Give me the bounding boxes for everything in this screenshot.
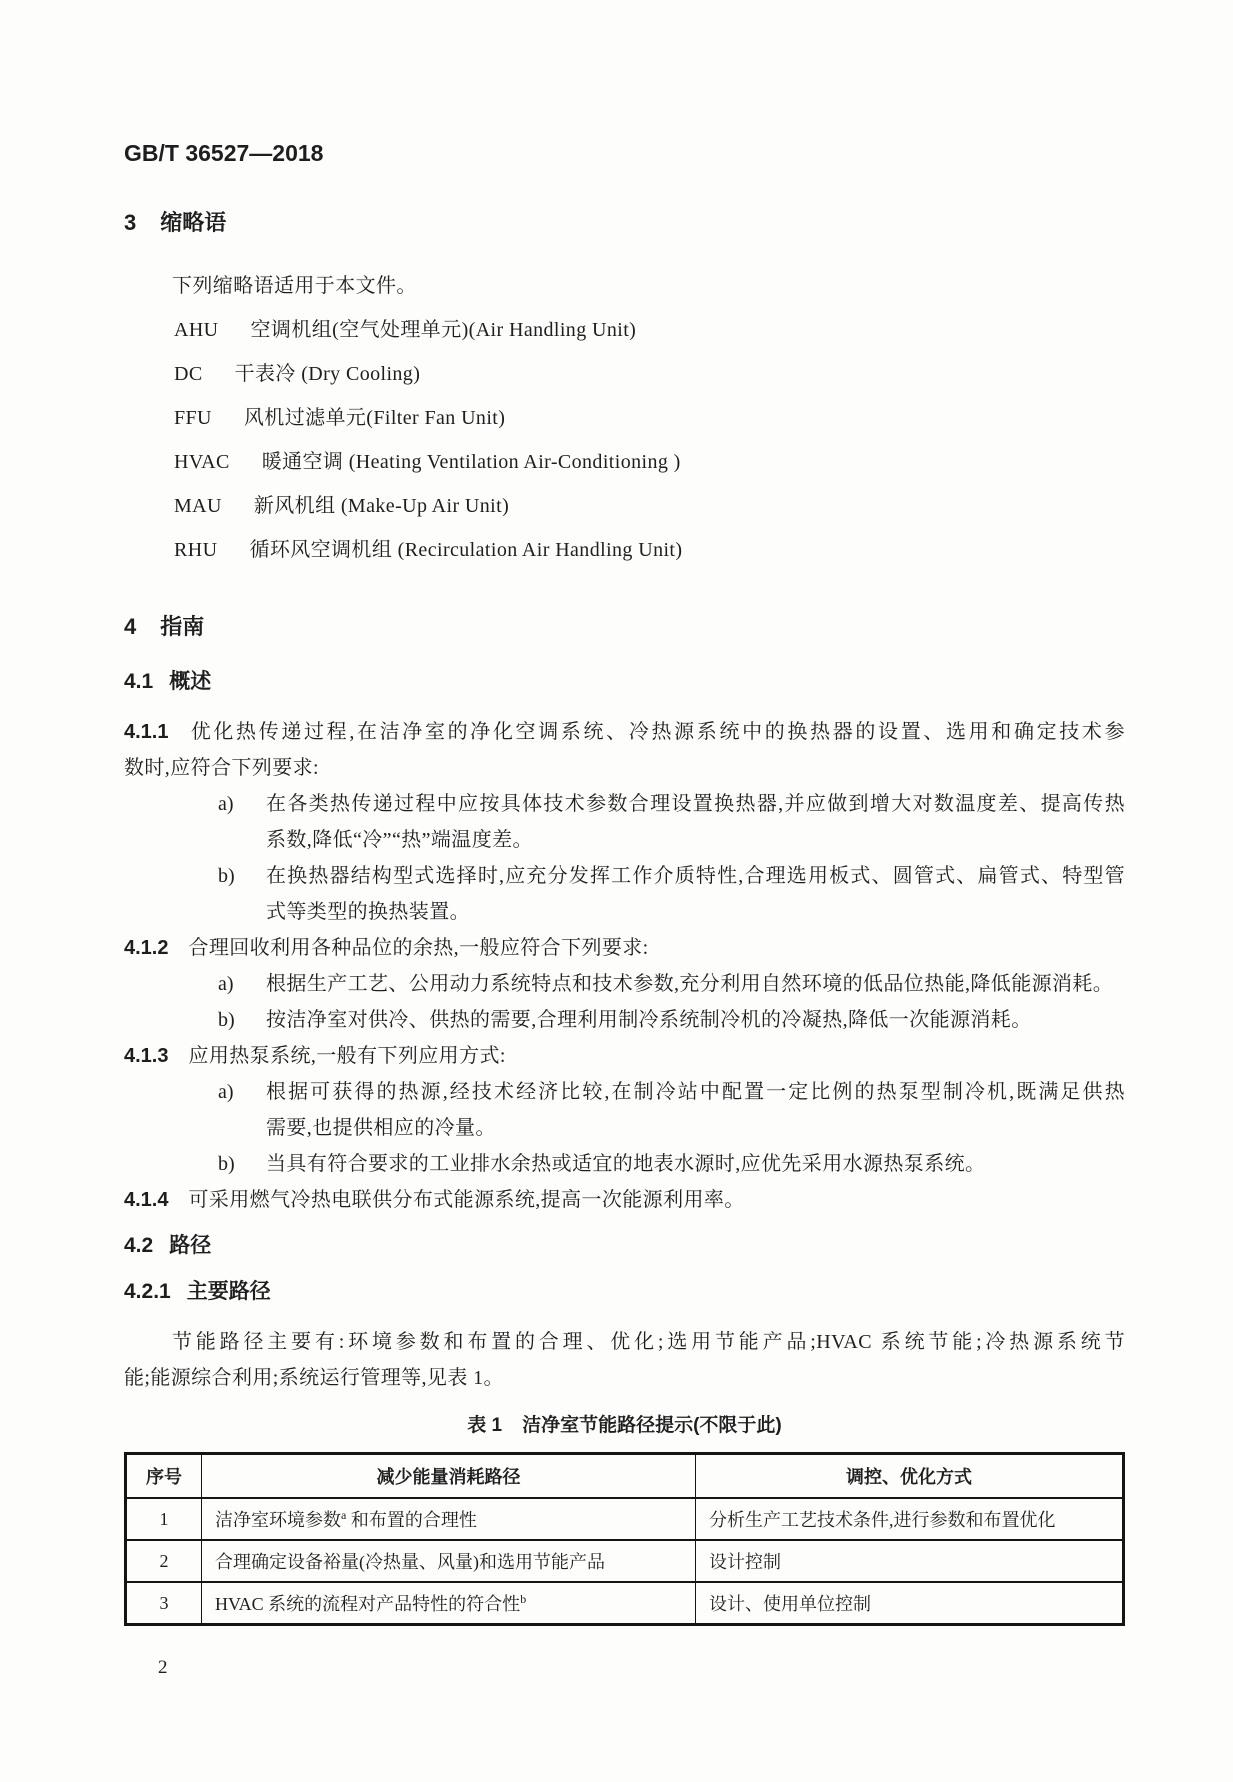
abbreviation-item	[124, 396, 1125, 440]
clause-number: 4.1.1	[124, 721, 169, 743]
abbreviation-definition: 新风机组 (Make-Up Air Unit)	[253, 495, 510, 517]
abbreviation-definition: 空调机组(空气处理单元)(Air Handling Unit)	[250, 319, 637, 341]
column-header: 序号	[126, 1454, 202, 1499]
clause-number: 4.1.3	[124, 1045, 169, 1067]
section-title: 指南	[160, 614, 205, 639]
column-header: 调控、优化方式	[696, 1454, 1124, 1499]
table-wrapper	[124, 1452, 1125, 1626]
section-number: 3	[124, 210, 137, 235]
abbreviation-item	[124, 352, 1125, 396]
clause-line	[124, 714, 1125, 750]
clause-number: 4.1.4	[124, 1189, 169, 1211]
section-number: 4.2.1	[124, 1280, 171, 1303]
table-title-text: 洁净室节能路径提示(不限于此)	[522, 1415, 782, 1436]
clause-text: 优化热传递过程,在洁净室的净化空调系统、冷热源系统中的换热器的设置、选用和确定技术参	[188, 721, 1125, 743]
path-text-cont: 和布置的合理性	[346, 1510, 477, 1530]
clause-text: 合理回收利用各种品位的余热,一般应符合下列要求:	[188, 937, 649, 959]
table-row	[126, 1582, 1124, 1625]
section-heading-3	[124, 208, 1125, 238]
footnote-marker: b	[520, 1592, 527, 1606]
paragraph	[124, 1324, 1125, 1396]
abbreviation-definition: 风机过滤单元(Filter Fan Unit)	[243, 407, 506, 429]
abbreviation-item	[124, 440, 1125, 484]
list-line: 根据生产工艺、公用动力系统特点和技术参数,充分利用自然环境的低品位热能,降低能源消耗。	[266, 973, 1114, 995]
abbreviation-term: FFU	[174, 407, 212, 429]
clause-4.1.4	[124, 1182, 1125, 1218]
list-marker: a)	[218, 793, 234, 815]
list-marker: b)	[218, 865, 235, 887]
cell-index: 2	[126, 1540, 202, 1582]
table-row	[126, 1540, 1124, 1582]
section-number: 4.1	[124, 670, 154, 693]
section-number: 4.2	[124, 1234, 154, 1257]
path-text: HVAC 系统的流程对产品特性的符合性	[215, 1594, 521, 1614]
section-number: 4	[124, 614, 137, 639]
clause-line	[124, 1182, 1125, 1218]
cell-index: 3	[126, 1582, 202, 1625]
list-line: 在各类热传递过程中应按具体技术参数合理设置换热器,并应做到增大对数温度差、提高传热	[266, 793, 1125, 815]
list-line: 系数,降低“冷”“热”端温度差。	[266, 829, 533, 851]
abbreviation-definition: 暖通空调 (Heating Ventilation Air-Conditioning )	[261, 451, 681, 473]
cell-path	[202, 1540, 696, 1582]
cell-method: 分析生产工艺技术条件,进行参数和布置优化	[696, 1498, 1124, 1540]
table-title	[124, 1412, 1125, 1440]
list-marker: a)	[218, 1081, 234, 1103]
cell-method: 设计、使用单位控制	[696, 1582, 1124, 1625]
list-item-b	[124, 1146, 1125, 1182]
abbreviation-term: DC	[174, 363, 203, 385]
section-heading-4.2.1	[124, 1278, 1125, 1306]
cell-path	[202, 1582, 696, 1625]
abbreviation-item	[124, 528, 1125, 572]
section-heading-4.2	[124, 1232, 1125, 1260]
clause-4.1.3	[124, 1038, 1125, 1074]
list-line: 式等类型的换热装置。	[266, 901, 470, 923]
path-text: 洁净室环境参数	[215, 1510, 341, 1530]
list-line: 需要,也提供相应的冷量。	[266, 1117, 496, 1139]
abbreviation-definition: 干表冷 (Dry Cooling)	[234, 363, 421, 385]
list-line: 当具有符合要求的工业排水余热或适宜的地表水源时,应优先采用水源热泵系统。	[266, 1153, 986, 1175]
section-title: 缩略语	[160, 210, 227, 235]
cell-path	[202, 1498, 696, 1540]
page-number: 2	[158, 1657, 168, 1678]
list-line: 在换热器结构型式选择时,应充分发挥工作介质特性,合理选用板式、圆管式、扁管式、特型管	[266, 865, 1125, 887]
table-header-row	[126, 1454, 1124, 1499]
abbreviation-definition: 循环风空调机组 (Recirculation Air Handling Unit)	[249, 539, 683, 561]
clause-line	[124, 930, 1125, 966]
clause-line: 数时,应符合下列要求:	[124, 757, 319, 779]
list-item-b	[124, 858, 1125, 930]
section-title: 路径	[169, 1234, 212, 1257]
list-item-a	[124, 1074, 1125, 1146]
section-title: 概述	[169, 670, 212, 693]
energy-saving-table	[124, 1452, 1125, 1626]
footnote-marker: a	[341, 1508, 347, 1522]
path-text: 合理确定设备裕量(冷热量、风量)和选用节能产品	[215, 1552, 605, 1572]
list-marker: b)	[218, 1009, 235, 1031]
abbreviation-item	[124, 484, 1125, 528]
section-heading-4.1	[124, 668, 1125, 696]
abbreviation-term: MAU	[174, 495, 222, 517]
abbreviation-term: RHU	[174, 539, 218, 561]
column-header: 减少能量消耗路径	[202, 1454, 696, 1499]
list-item-a	[124, 786, 1125, 858]
section-heading-4	[124, 612, 1125, 642]
intro-paragraph: 下列缩略语适用于本文件。	[172, 275, 417, 297]
paragraph-line: 节能路径主要有:环境参数和布置的合理、优化;选用节能产品;HVAC 系统节能;冷热源系统节	[172, 1331, 1125, 1353]
abbreviation-term: AHU	[174, 319, 219, 341]
clause-text: 可采用燃气冷热电联供分布式能源系统,提高一次能源利用率。	[188, 1189, 745, 1211]
cell-method: 设计控制	[696, 1540, 1124, 1582]
section-title: 主要路径	[186, 1280, 271, 1303]
abbreviation-term: HVAC	[174, 451, 230, 473]
abbreviation-item	[124, 308, 1125, 352]
clause-number: 4.1.2	[124, 937, 169, 959]
list-item-b	[124, 1002, 1125, 1038]
document-body	[124, 208, 1125, 1626]
table-title-label: 表 1	[467, 1415, 503, 1436]
list-item-a	[124, 966, 1125, 1002]
cell-index: 1	[126, 1498, 202, 1540]
paragraph-line: 能;能源综合利用;系统运行管理等,见表 1。	[124, 1367, 504, 1389]
clause-text: 应用热泵系统,一般有下列应用方式:	[188, 1045, 506, 1067]
list-marker: a)	[218, 973, 234, 995]
standard-number: GB/T 36527—2018	[124, 140, 324, 166]
list-line: 按洁净室对供冷、供热的需要,合理利用制冷系统制冷机的冷凝热,降低一次能源消耗。	[266, 1009, 1032, 1031]
clause-4.1.1	[124, 714, 1125, 786]
clause-line	[124, 1038, 1125, 1074]
list-marker: b)	[218, 1153, 235, 1175]
list-line: 根据可获得的热源,经技术经济比较,在制冷站中配置一定比例的热泵型制冷机,既满足供热	[266, 1081, 1125, 1103]
table-row	[126, 1498, 1124, 1540]
clause-4.1.2	[124, 930, 1125, 966]
